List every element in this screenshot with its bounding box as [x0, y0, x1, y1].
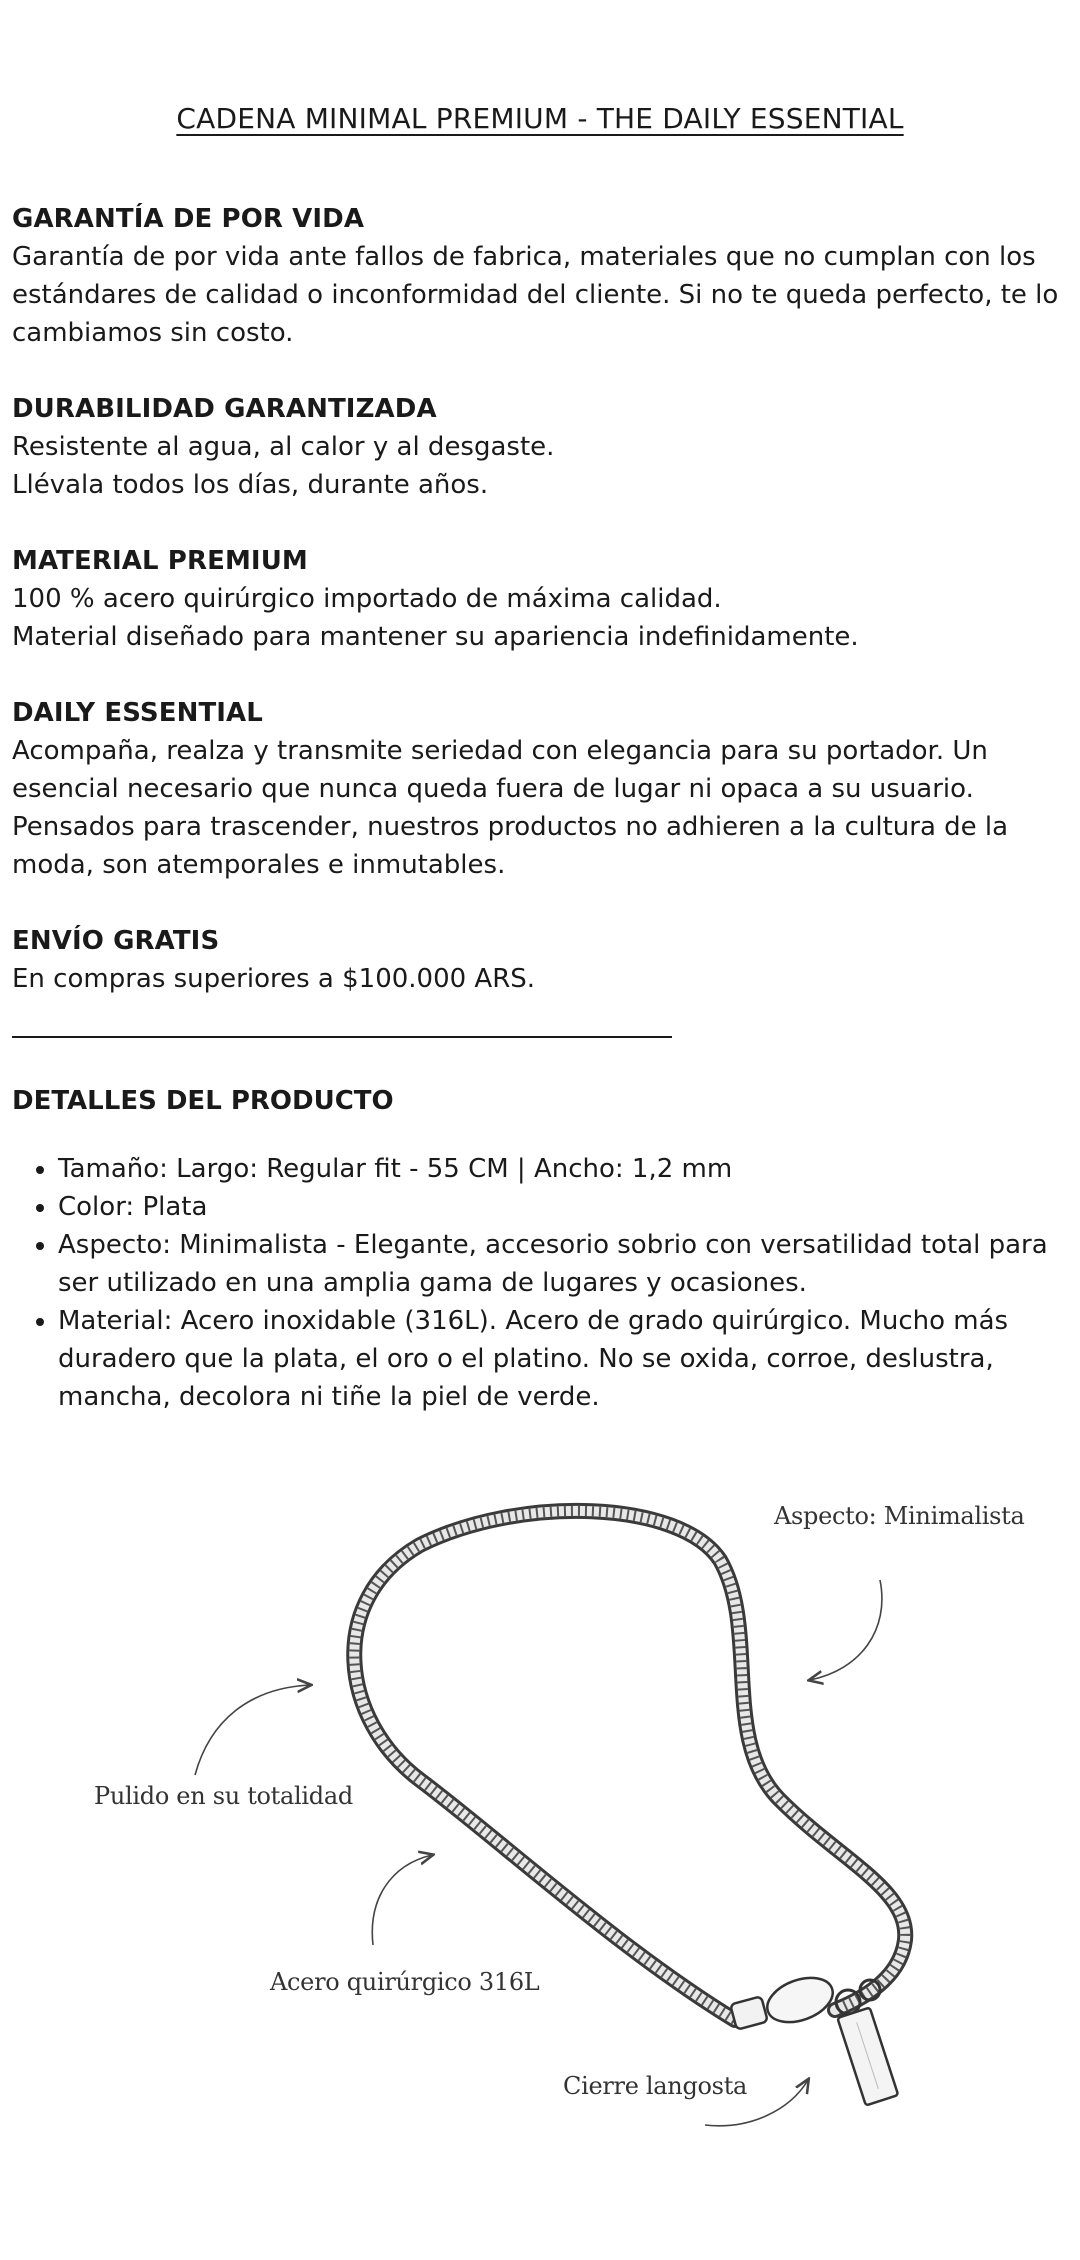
section-text: Llévala todos los días, durante años.: [12, 470, 489, 500]
divider: [12, 1036, 672, 1038]
brand-tag-icon: [837, 2008, 898, 2106]
arrow-aspecto: [810, 1580, 882, 1680]
arrow-pulido: [195, 1685, 310, 1775]
section-durabilidad: [12, 390, 1062, 504]
label-pulido: Pulido en su totalidad: [94, 1782, 353, 1810]
product-details: [12, 1082, 1062, 1416]
section-text: Acompaña, realza y transmite seriedad con elegancia para su portador. Un esencial necesario que nunca queda fuera de lugar ni opaca a su usuario. Pensados para trascender, nuestros productos no adhieren a la cultura de la moda, son atemporales e inmutables.: [12, 736, 1009, 880]
section-heading: ENVÍO GRATIS: [12, 926, 220, 956]
section-envio: [12, 922, 1062, 998]
list-item: • Color: Plata: [58, 1188, 1062, 1226]
page-title: CADENA MINIMAL PREMIUM - THE DAILY ESSENTIAL: [176, 102, 904, 135]
list-item: • Aspecto: Minimalista - Elegante, accesorio sobrio con versatilidad total para ser utilizado en una amplia gama de lugares y ocasiones.: [58, 1226, 1062, 1302]
section-text: 100 % acero quirúrgico importado de máxima calidad.: [12, 584, 722, 614]
label-acero: Acero quirúrgico 316L: [270, 1968, 540, 1996]
arrow-acero: [372, 1855, 432, 1945]
product-illustration: [0, 1480, 1080, 2200]
section-text: Resistente al agua, al calor y al desgaste.: [12, 432, 555, 462]
section-daily-essential: [12, 694, 1062, 884]
details-heading: DETALLES DEL PRODUCTO: [12, 1086, 394, 1116]
section-text: Material diseñado para mantener su apariencia indefinidamente.: [12, 622, 859, 652]
section-heading: DAILY ESSENTIAL: [12, 698, 263, 728]
section-text: En compras superiores a $100.000 ARS.: [12, 964, 536, 994]
chain-icon: [354, 1511, 905, 2020]
section-heading: DURABILIDAD GARANTIZADA: [12, 394, 437, 424]
list-item: • Tamaño: Largo: Regular fit - 55 CM | Ancho: 1,2 mm: [58, 1150, 1062, 1188]
section-heading: GARANTÍA DE POR VIDA: [12, 204, 365, 234]
label-aspecto: Aspecto: Minimalista: [774, 1502, 1025, 1530]
chain-drawing: [0, 1480, 1080, 2200]
section-text: Garantía de por vida ante fallos de fabrica, materiales que no cumplan con los estándares de calidad o inconformidad del cliente. Si no te queda perfecto, te lo cambiamos sin costo.: [12, 242, 1059, 348]
details-list: [12, 1150, 1062, 1416]
section-material: [12, 542, 1062, 656]
section-garantia: [12, 200, 1062, 352]
product-description: [12, 200, 1062, 1416]
label-cierre: Cierre langosta: [563, 2072, 748, 2100]
list-item: • Material: Acero inoxidable (316L). Acero de grado quirúrgico. Mucho más duradero que la plata, el oro o el platino. No se oxida, corroe, deslustra, mancha, decolora ni tiñe la piel de verde.: [58, 1302, 1062, 1416]
section-heading: MATERIAL PREMIUM: [12, 546, 308, 576]
